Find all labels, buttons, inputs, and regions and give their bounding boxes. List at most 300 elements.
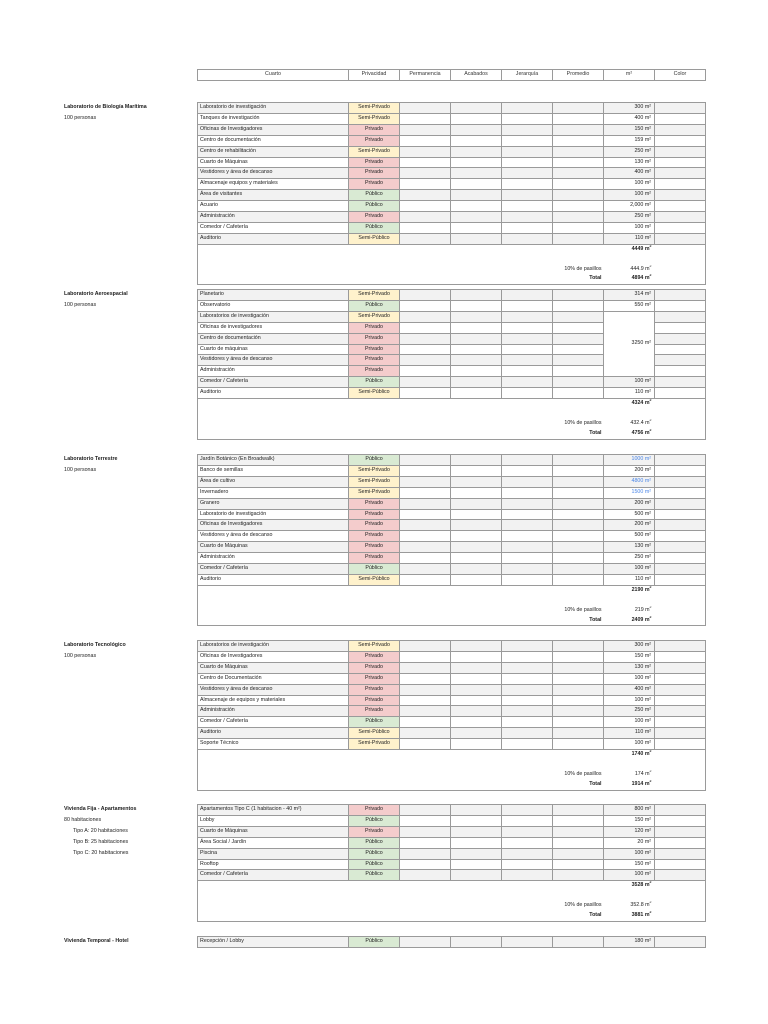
table-row [198, 465, 706, 476]
empty-cell [400, 717, 451, 728]
empty-cell [400, 311, 451, 322]
section-title: Vivienda Fija - Apartamentos [64, 806, 137, 812]
empty-cell [400, 168, 451, 179]
area-cell [604, 673, 655, 684]
area-value: 100 [634, 223, 644, 230]
empty-cell [451, 476, 502, 487]
room-name: Comedor / Cafetería [198, 870, 349, 881]
color-cell [655, 465, 706, 476]
table-row [198, 728, 706, 739]
empty-cell [553, 465, 604, 476]
area-unit: m² [644, 202, 651, 209]
empty-cell [502, 103, 553, 114]
table-row [198, 498, 706, 509]
empty-cell [451, 706, 502, 717]
color-cell [655, 542, 706, 553]
area-value: 200 [634, 521, 644, 528]
area-value: 250 [634, 707, 644, 714]
color-cell [655, 388, 706, 399]
table-row [198, 135, 706, 146]
area-value: 100 [634, 378, 644, 385]
empty-cell [553, 135, 604, 146]
area-value: 180 [634, 938, 644, 944]
color-cell [655, 311, 706, 322]
section-label [64, 454, 117, 476]
area-value: 100 [634, 191, 644, 198]
table-row [198, 695, 706, 706]
color-cell [655, 157, 706, 168]
color-cell [655, 333, 706, 344]
summary-number: 1740 [631, 751, 644, 758]
area-value: 110 [634, 389, 644, 396]
area-unit: m² [644, 213, 651, 220]
area-cell [604, 168, 655, 179]
room-name: Centro de documentación [198, 135, 349, 146]
area-unit: m² [644, 223, 651, 230]
empty-cell [553, 509, 604, 520]
privacy-badge: Semi-Público [349, 728, 400, 739]
privacy-badge: Privado [349, 805, 400, 816]
area-cell [604, 706, 655, 717]
section-label [64, 640, 126, 662]
empty-cell [553, 168, 604, 179]
room-name: Administración [198, 366, 349, 377]
color-cell [655, 344, 706, 355]
section-title: Laboratorio Terrestre [64, 456, 118, 462]
color-cell [655, 837, 706, 848]
summary-label: 10% de pasillos [564, 419, 602, 426]
empty-cell [553, 706, 604, 717]
empty-cell [451, 695, 502, 706]
empty-cell [502, 684, 553, 695]
empty-cell [502, 509, 553, 520]
summary-label: Total [553, 780, 604, 790]
color-cell [655, 673, 706, 684]
empty-cell [451, 455, 502, 466]
table-row [198, 937, 706, 948]
area-unit: m² [644, 685, 651, 692]
color-cell [655, 168, 706, 179]
area-value: 1500 [631, 488, 644, 495]
area-unit: m² [644, 510, 651, 517]
privacy-badge: Privado [349, 135, 400, 146]
area-value: 100 [634, 718, 644, 725]
area-unit: m² [644, 543, 651, 550]
empty-cell [400, 146, 451, 157]
area-cell [604, 520, 655, 531]
empty-cell [451, 157, 502, 168]
privacy-badge: Semi-Público [349, 574, 400, 585]
empty-cell [553, 673, 604, 684]
empty-cell [400, 520, 451, 531]
table-row [198, 311, 706, 322]
empty-cell [553, 455, 604, 466]
section-subtitle: 100 personas [64, 115, 97, 121]
color-cell [655, 487, 706, 498]
privacy-badge: Público [349, 815, 400, 826]
table-row [198, 684, 706, 695]
privacy-badge: Semi-Privado [349, 465, 400, 476]
room-name: Centro de Documentación [198, 673, 349, 684]
total-row [198, 911, 706, 921]
privacy-badge: Privado [349, 826, 400, 837]
summary-value: 1914 $m^2$ [604, 780, 655, 790]
room-name: Centro de rehabilitación [198, 146, 349, 157]
area-cell [604, 212, 655, 223]
area-value: 100 [634, 871, 644, 878]
area-value: 100 [634, 696, 644, 703]
area-cell [604, 684, 655, 695]
empty-cell [502, 695, 553, 706]
room-name: Rooftop [198, 859, 349, 870]
empty-cell [451, 870, 502, 881]
summary-number: 3881 [631, 912, 644, 919]
empty-cell [400, 212, 451, 223]
empty-cell [451, 388, 502, 399]
summary-number: 1914 [631, 780, 644, 787]
empty-cell [400, 103, 451, 114]
color-cell [655, 455, 706, 466]
area-cell [604, 717, 655, 728]
privacy-badge: Privado [349, 520, 400, 531]
room-name: Oficinas de Investigadores [198, 651, 349, 662]
empty-cell [502, 520, 553, 531]
empty-cell [553, 531, 604, 542]
privacy-badge: Semi-Privado [349, 476, 400, 487]
summary-label: 10% de pasillos [564, 606, 602, 613]
area-cell [604, 222, 655, 233]
area-cell [604, 531, 655, 542]
area-value: 150 [634, 125, 644, 132]
color-cell [655, 937, 706, 948]
area-unit: m² [644, 291, 651, 297]
area-value: 100 [634, 180, 644, 187]
summary-number: 3528 [631, 882, 644, 889]
area-unit: m² [644, 125, 651, 132]
empty-cell [400, 290, 451, 301]
section-title: Laboratorio Aeroespacial [64, 291, 128, 297]
empty-cell [451, 146, 502, 157]
table-row [198, 826, 706, 837]
area-value: 400 [634, 169, 644, 176]
empty-cell [502, 487, 553, 498]
header-row [198, 70, 706, 81]
color-cell [655, 355, 706, 366]
empty-cell [502, 717, 553, 728]
area-cell [604, 157, 655, 168]
table-row [198, 146, 706, 157]
color-cell [655, 124, 706, 135]
empty-cell [400, 355, 451, 366]
area-value: 130 [634, 158, 644, 165]
summary-number: 174 [634, 770, 644, 777]
section-table [197, 454, 706, 626]
area-unit: m² [644, 827, 651, 834]
area-cell [604, 937, 655, 948]
empty-cell [400, 498, 451, 509]
area-value: 110 [634, 234, 644, 241]
empty-cell [553, 487, 604, 498]
subtotal-row [198, 399, 706, 409]
empty-cell [451, 322, 502, 333]
empty-cell [502, 805, 553, 816]
empty-cell [400, 837, 451, 848]
table-row [198, 542, 706, 553]
color-cell [655, 870, 706, 881]
summary-number: 2190 [631, 586, 644, 593]
area-unit: m² [644, 389, 651, 396]
summary-number: 4756 [631, 429, 644, 436]
empty-cell [553, 233, 604, 244]
empty-cell [553, 377, 604, 388]
room-name: Cuarto de máquinas [198, 344, 349, 355]
empty-cell [553, 651, 604, 662]
empty-cell [451, 553, 502, 564]
area-value: 2,000 [630, 202, 644, 209]
empty-cell [451, 574, 502, 585]
empty-cell [451, 300, 502, 311]
empty-cell [502, 222, 553, 233]
area-cell [604, 542, 655, 553]
privacy-badge: Privado [349, 695, 400, 706]
color-cell [655, 509, 706, 520]
empty-cell [400, 455, 451, 466]
color-cell [655, 201, 706, 212]
color-cell [655, 300, 706, 311]
empty-cell [553, 201, 604, 212]
area-cell [604, 848, 655, 859]
table-row [198, 509, 706, 520]
color-cell [655, 651, 706, 662]
summary-label: Total [553, 616, 604, 626]
empty-cell [502, 190, 553, 201]
privacy-badge: Privado [349, 322, 400, 333]
area-unit: m² [644, 806, 651, 812]
section-title: Vivienda Temporal - Hotel [64, 938, 129, 944]
empty-cell [502, 859, 553, 870]
empty-cell [400, 542, 451, 553]
room-name: Cuarto de Máquinas [198, 542, 349, 553]
spacer-row [198, 891, 706, 901]
area-value: 250 [634, 147, 644, 154]
empty-cell [553, 498, 604, 509]
room-name: Laboratorio de investigación [198, 509, 349, 520]
empty-cell [451, 190, 502, 201]
empty-cell [553, 520, 604, 531]
color-cell [655, 574, 706, 585]
empty-cell [451, 673, 502, 684]
section-subtitle: 80 habitaciones [64, 817, 102, 823]
color-cell [655, 815, 706, 826]
privacy-badge: Público [349, 937, 400, 948]
area-value: 1000 [631, 456, 644, 462]
room-name: Banco de semillas [198, 465, 349, 476]
privacy-badge: Privado [349, 157, 400, 168]
empty-cell [553, 388, 604, 399]
empty-cell [553, 476, 604, 487]
color-cell [655, 222, 706, 233]
room-name: Laboratorio de investigación [198, 103, 349, 114]
total-row [198, 274, 706, 284]
total-row [198, 780, 706, 790]
area-cell [604, 476, 655, 487]
area-unit: m² [644, 849, 651, 856]
room-name: Laboratorios de investigación [198, 641, 349, 652]
summary-number: 4449 [631, 245, 644, 252]
table-row [198, 103, 706, 114]
empty-cell [553, 805, 604, 816]
empty-cell [451, 377, 502, 388]
area-cell [604, 146, 655, 157]
empty-cell [502, 311, 553, 322]
empty-cell [553, 300, 604, 311]
area-unit: m² [644, 938, 651, 944]
color-cell [655, 553, 706, 564]
empty-cell [400, 476, 451, 487]
empty-cell [451, 937, 502, 948]
empty-cell [400, 553, 451, 564]
privacy-badge: Público [349, 848, 400, 859]
summary-label: Total [553, 429, 604, 439]
section-label [64, 936, 129, 947]
table-row [198, 455, 706, 466]
room-name: Centro de documentación [198, 333, 349, 344]
empty-cell [502, 113, 553, 124]
table-row [198, 388, 706, 399]
area-cell [604, 574, 655, 585]
area-unit: m² [644, 136, 651, 143]
empty-cell [553, 113, 604, 124]
table-row [198, 179, 706, 190]
summary-value: 4894 $m^2$ [604, 274, 655, 284]
empty-cell [451, 168, 502, 179]
merged-area-cell [604, 311, 655, 376]
table-row [198, 233, 706, 244]
area-value: 4800 [631, 477, 644, 484]
empty-cell [553, 739, 604, 750]
privacy-badge: Público [349, 859, 400, 870]
room-name: Comedor / Cafetería [198, 717, 349, 728]
color-cell [655, 531, 706, 542]
empty-cell [502, 728, 553, 739]
area-value: 550 [634, 301, 644, 308]
section-subtitle: 100 personas [64, 302, 97, 308]
table-row [198, 673, 706, 684]
summary-label [553, 244, 604, 254]
empty-cell [451, 531, 502, 542]
summary-label [553, 399, 604, 409]
area-value: 100 [634, 565, 644, 572]
room-name: Área de cultivo [198, 476, 349, 487]
table-row [198, 222, 706, 233]
section-table [197, 936, 706, 948]
area-cell [604, 290, 655, 301]
privacy-badge: Privado [349, 355, 400, 366]
area-cell [604, 739, 655, 750]
room-name: Administración [198, 706, 349, 717]
empty-cell [502, 366, 553, 377]
table-row [198, 290, 706, 301]
color-cell [655, 859, 706, 870]
empty-cell [400, 366, 451, 377]
color-cell [655, 684, 706, 695]
empty-cell [400, 487, 451, 498]
summary-value: 4756 $m^2$ [604, 429, 655, 439]
empty-cell [502, 826, 553, 837]
privacy-badge: Público [349, 870, 400, 881]
section-label [64, 289, 128, 311]
empty-cell [502, 542, 553, 553]
color-cell [655, 113, 706, 124]
privacy-badge: Público [349, 222, 400, 233]
area-unit: m² [644, 532, 651, 539]
area-cell [604, 837, 655, 848]
empty-cell [553, 848, 604, 859]
privacy-badge: Semi-Privado [349, 641, 400, 652]
table-row [198, 574, 706, 585]
area-cell [604, 564, 655, 575]
privacy-badge: Público [349, 837, 400, 848]
summary-value: 3881 $m^2$ [604, 911, 655, 921]
empty-cell [502, 553, 553, 564]
empty-cell [553, 684, 604, 695]
table-row [198, 805, 706, 816]
empty-cell [502, 179, 553, 190]
area-unit: m² [644, 575, 651, 582]
empty-cell [400, 859, 451, 870]
empty-cell [502, 662, 553, 673]
area-cell [604, 870, 655, 881]
spacer-row [198, 409, 706, 419]
empty-cell [502, 322, 553, 333]
area-unit: m² [644, 871, 651, 878]
privacy-badge: Público [349, 377, 400, 388]
room-name: Apartamentos Tipo C (1 habitacion - 40 m²) [198, 805, 349, 816]
area-value: 3250 [631, 340, 644, 347]
section-table [197, 289, 706, 440]
empty-cell [502, 848, 553, 859]
empty-cell [502, 377, 553, 388]
spacer-row [198, 760, 706, 770]
total-row [198, 429, 706, 439]
area-value: 500 [634, 510, 644, 517]
empty-cell [451, 344, 502, 355]
empty-cell [502, 146, 553, 157]
area-unit: m² [644, 234, 651, 241]
room-name: Lobby [198, 815, 349, 826]
spacer-row [198, 255, 706, 265]
table-row [198, 168, 706, 179]
summary-number: 352.8 [630, 902, 644, 909]
room-name: Oficinas de Investigadores [198, 520, 349, 531]
empty-cell [400, 344, 451, 355]
summary-label [553, 881, 604, 891]
privacy-badge: Privado [349, 212, 400, 223]
area-cell [604, 135, 655, 146]
privacy-badge: Privado [349, 509, 400, 520]
empty-cell [451, 333, 502, 344]
summary-value: 3528 $m^2$ [631, 880, 652, 889]
area-cell [604, 233, 655, 244]
empty-cell [451, 179, 502, 190]
color-cell [655, 826, 706, 837]
area-unit: m² [644, 642, 651, 648]
empty-cell [502, 212, 553, 223]
empty-cell [553, 344, 604, 355]
color-cell [655, 212, 706, 223]
empty-cell [502, 455, 553, 466]
empty-cell [553, 826, 604, 837]
